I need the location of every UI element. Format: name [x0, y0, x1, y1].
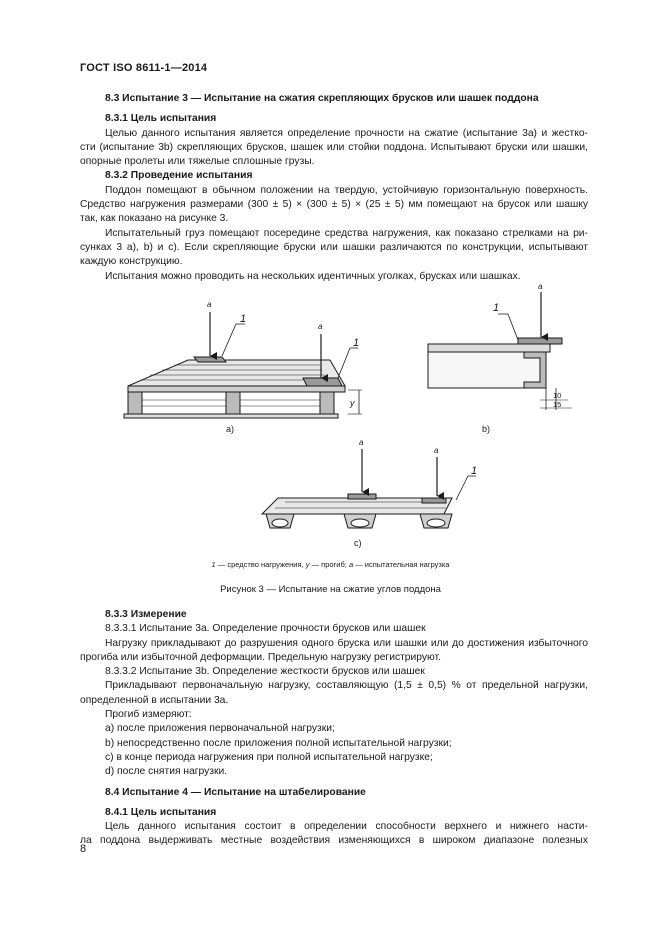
text-line: 8.3.3.1 Испытание 3а. Определение прочности брусков или шашек — [105, 623, 426, 635]
pallet-deck-edge — [128, 386, 345, 392]
text-line: ла поддона выдерживать местные воздействия изменяющихся в широком диапазоне полезных — [80, 835, 588, 847]
label-a-1: а — [207, 300, 212, 309]
label-1-c: 1 — [471, 465, 478, 477]
leader-line-1a — [222, 324, 245, 356]
text-line: Средство нагружения размерами (300 ± 5) × (300 ± 5) × (25 ± 5) мм помещают на брусок или шашку — [80, 199, 588, 211]
label-1-a-left: 1 — [240, 313, 247, 325]
list-item: b) непосредственно после приложения полной испытательной нагрузки; — [105, 737, 452, 749]
section-8-3 — [80, 92, 588, 284]
label-a-c1: а — [359, 438, 364, 447]
text-line: Целью данного испытания является определение прочности на сжатие (испытание 3а) и жестко- — [105, 127, 588, 139]
list-item: с) в конце периода нагружения при полной испытательной нагрузке; — [105, 751, 433, 763]
label-a-c2: а — [434, 446, 439, 455]
loading-device-section — [518, 338, 562, 344]
legend-key-a: а — [348, 560, 354, 569]
subsection-title-8-3-3: 8.3.3 Измерение — [105, 609, 187, 620]
text-line: Прогиб измеряют: — [105, 709, 192, 721]
text-line: опорные пролеты или тяжелые сплошные грузы. — [80, 156, 315, 168]
label-a-2: а — [318, 322, 323, 331]
list-item: а) после приложения первоначальной нагрузки; — [105, 723, 335, 735]
pallet-block-left — [128, 392, 142, 414]
text-line: прогиба или избыточной деформации. Предельную нагрузку регистрируют. — [80, 651, 441, 663]
subfigure-label-a: a) — [226, 424, 235, 434]
section-title-8-3: 8.3 Испытание 3 — Испытание на сжатия скрепляющих брусков или шашек поддона — [105, 93, 539, 104]
legend-text-1: — средство нагружения, — [215, 560, 306, 569]
text-line: Прикладывают первоначальную нагрузку, составляющую (1,5 ± 0,5) % от предельной нагрузки, — [105, 680, 588, 692]
figure-3 — [0, 282, 661, 602]
text-line: Нагрузку прикладывают до разрушения одного бруска или шашки или до достижения избыточного — [105, 637, 588, 649]
list-item: d) после снятия нагрузки. — [105, 766, 228, 778]
loading-device-c1 — [348, 494, 376, 499]
text-line: 8.3.3.2 Испытание 3b. Определение жесткости брусков или шашек — [105, 666, 425, 678]
label-deflection-y: y — [350, 398, 355, 408]
text-line: Испытания можно проводить на нескольких идентичных уголках, брусках или шашках. — [105, 270, 521, 282]
loading-device-1 — [194, 357, 226, 362]
text-line: Цель данного испытания состоит в определении способности верхнего и нижнего насти- — [105, 821, 588, 833]
legend-key-1: 1 — [211, 560, 216, 569]
section-title-8-4: 8.4 Испытание 4 — Испытание на штабелирование — [105, 786, 366, 798]
text-line: так, как показано на рисунке 3. — [80, 213, 229, 225]
leader-line-1-b — [498, 314, 518, 340]
deck-board-section — [428, 344, 550, 352]
dim-10: 10 — [553, 391, 562, 400]
pallet-bottom-deck — [124, 414, 338, 418]
figure-caption: Рисунок 3 — Испытание на сжатие углов поддона — [220, 584, 441, 595]
pallet-block-middle — [226, 392, 240, 414]
legend-key-y: y — [305, 560, 310, 569]
text-line: сти (испытание 3b) скрепляющих брусков, шашек или стойки поддона. Испытывают бруски или шашки, — [80, 141, 588, 153]
figure-legend — [0, 560, 661, 569]
leader-line-1-c — [456, 476, 476, 500]
legend-text-a: — испытательная нагрузка — [353, 560, 450, 569]
text-line: определенной в испытании 3а. — [80, 694, 229, 706]
subfigure-b-section — [428, 338, 572, 410]
subfigure-label-c: c) — [354, 538, 362, 548]
text-line: Испытательный груз помещают посередине средства нагружения, как показано стрелками на ри- — [105, 227, 588, 239]
document-header: ГОСТ ISO 8611-1—2014 — [80, 62, 208, 74]
legend-text-y: — прогиб; — [309, 560, 349, 569]
text-line: Поддон помещают в обычном положении на твердую, устойчивую горизонтальную поверхность. — [105, 184, 588, 196]
subsection-title-8-3-1: 8.3.1 Цель испытания — [105, 113, 217, 125]
text-line: каждую конструкцию. — [80, 256, 183, 268]
subfigure-c-pallet — [262, 494, 452, 528]
dim-15: 15 — [553, 400, 562, 409]
text-line: сунках 3 а), b) и с). Если скрепляющие бруски или шашки различаются по конструкции, испытывают — [80, 241, 588, 253]
label-1-a-right: 1 — [353, 337, 360, 349]
subsection-title-8-3-2: 8.3.2 Проведение испытания — [105, 170, 253, 182]
figure-3-drawing — [0, 282, 661, 602]
loading-device-c2 — [422, 498, 446, 503]
section-8-3-3-and-8-4 — [80, 608, 588, 849]
subsection-title-8-4-1: 8.4.1 Цель испытания — [105, 806, 217, 818]
subfigure-label-b: b) — [482, 424, 491, 434]
subfigure-a-pallet — [124, 357, 362, 418]
label-1-b: 1 — [493, 302, 500, 314]
page-number: 8 — [80, 843, 87, 855]
label-a-b: а — [538, 282, 543, 291]
loading-device-2 — [303, 378, 342, 386]
leader-line-1b — [338, 348, 358, 378]
pallet-block-right — [320, 392, 334, 414]
